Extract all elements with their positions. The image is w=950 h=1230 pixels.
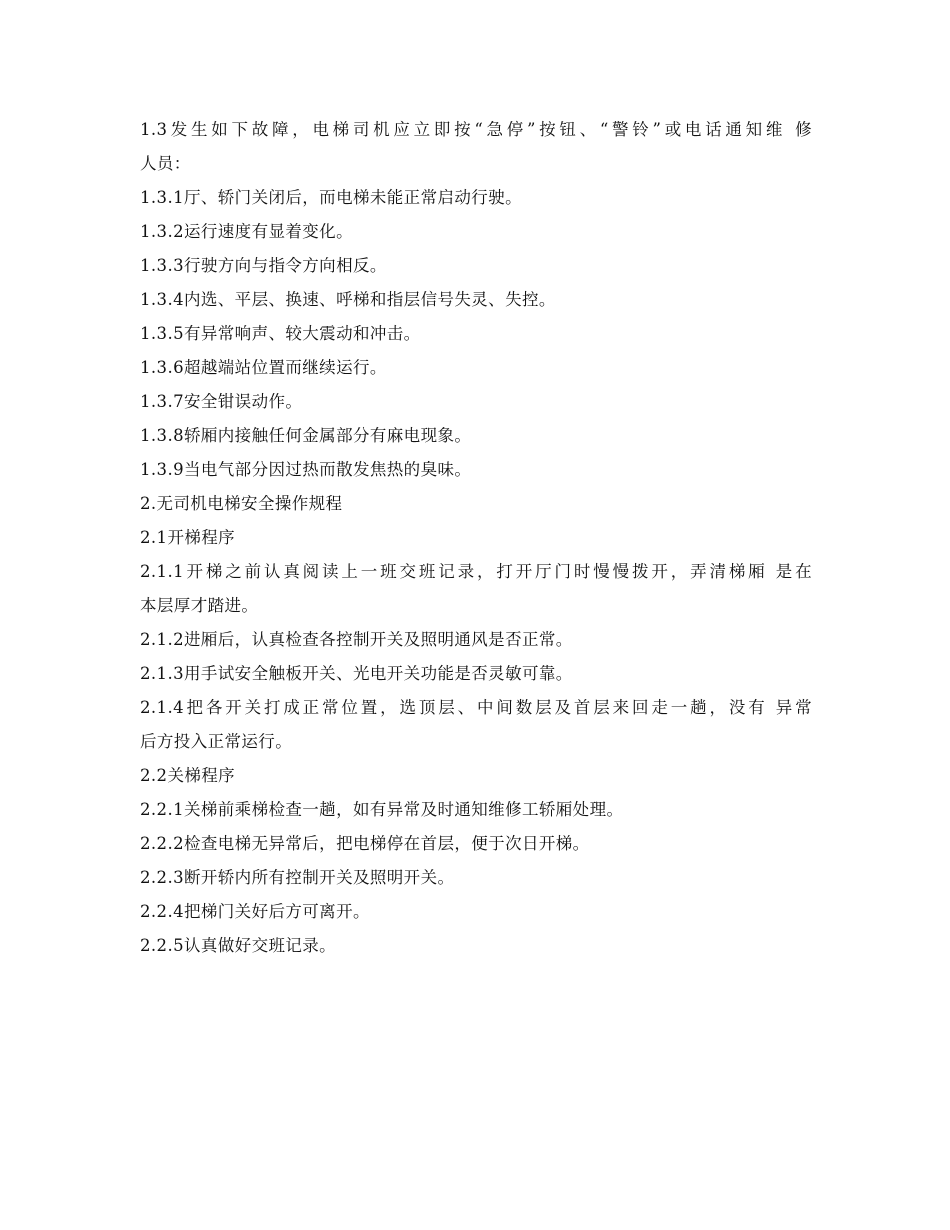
document-body (140, 113, 812, 963)
text-line: 2.1.1开梯之前认真阅读上一班交班记录，打开厅门时慢慢拨开，弄清梯厢 是在 (140, 562, 812, 581)
text-line: 1.3.4内选、平层、换速、呼梯和指层信号失灵、失控。 (140, 290, 556, 309)
subsection-heading: 2.2关梯程序 (140, 766, 236, 785)
text-line: 1.3.7安全钳误动作。 (140, 392, 303, 411)
text-line: 1.3发生如下故障，电梯司机应立即按“急停”按钮、“警铃”或电话通知维 修 (140, 120, 812, 139)
text-line: 2.1.2进厢后，认真检查各控制开关及照明通风是否正常。 (140, 630, 573, 649)
text-line: 1.3.1厅、轿门关闭后，而电梯未能正常启动行驶。 (140, 188, 522, 207)
text-line: 2.2.1关梯前乘梯检查一趟，如有异常及时通知维修工轿厢处理。 (140, 800, 624, 819)
text-line: 1.3.6超越端站位置而继续运行。 (140, 358, 387, 377)
text-line: 2.1.3用手试安全触板开关、光电开关功能是否灵敏可靠。 (140, 664, 573, 683)
text-line: 2.2.2检查电梯无异常后，把电梯停在首层，便于次日开梯。 (140, 834, 590, 853)
text-line: 后方投入正常运行。 (140, 732, 293, 751)
text-line: 1.3.3行驶方向与指令方向相反。 (140, 256, 387, 275)
text-line: 1.3.5有异常响声、较大震动和冲击。 (140, 324, 421, 343)
text-line: 1.3.9当电气部分因过热而散发焦热的臭味。 (140, 460, 472, 479)
text-line: 2.2.5认真做好交班记录。 (140, 936, 337, 955)
text-line: 本层厚才踏进。 (140, 596, 259, 615)
text-line: 2.1.4把各开关打成正常位置，选顶层、中间数层及首层来回走一趟，没有 异常 (140, 698, 812, 717)
text-line: 1.3.8轿厢内接触任何金属部分有麻电现象。 (140, 426, 472, 445)
section-heading: 2.无司机电梯安全操作规程 (140, 494, 343, 513)
text-line: 2.2.4把梯门关好后方可离开。 (140, 902, 370, 921)
subsection-heading: 2.1开梯程序 (140, 528, 236, 547)
text-line: 1.3.2运行速度有显着变化。 (140, 222, 353, 241)
text-line: 人员： (140, 154, 191, 173)
text-line: 2.2.3断开轿内所有控制开关及照明开关。 (140, 868, 455, 887)
